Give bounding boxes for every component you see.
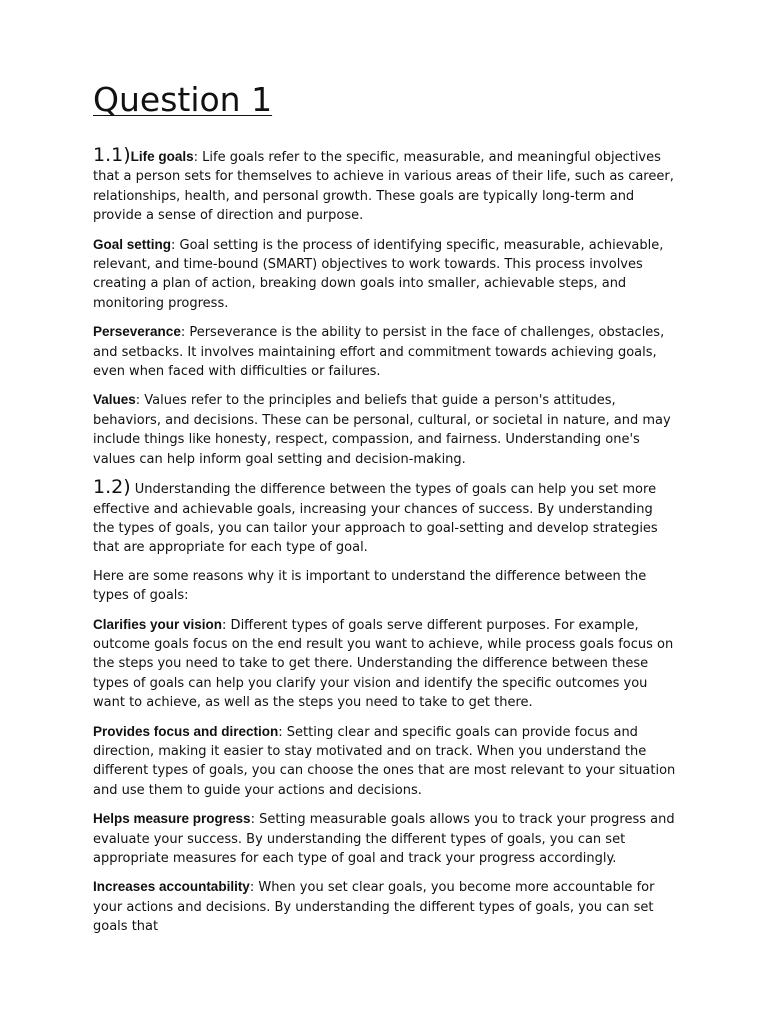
paragraph-values (93, 390, 677, 469)
definition-text: : Perseverance is the ability to persist in the face of challenges, obstacles, and setbacks. It involves maintaining effort and commitment towards achieving goals, even when faced with difficulties or failures. (93, 325, 665, 380)
page-title: Question 1 (93, 80, 273, 119)
body-text: Here are some reasons why it is important to understand the difference between the types of goals: (93, 568, 647, 604)
definition-text: : Life goals refer to the specific, measurable, and meaningful objectives that a person sets for themselves to achieve in various areas of their life, such as career, relationships, health, and personal growth. These goals are typically long-term and provide a sense of direction and purpose. (93, 150, 674, 224)
paragraph-focus-direction (93, 722, 677, 801)
document-page (93, 80, 677, 946)
term-focus-direction: Provides focus and direction (93, 723, 279, 739)
paragraph-accountability (93, 877, 677, 936)
term-goal-setting: Goal setting (93, 236, 172, 252)
definition-text: : Setting measurable goals allows you to track your progress and evaluate your success. By understanding the different types of goals, you can set appropriate measures for each type of goal and track your progress accordingly. (93, 812, 675, 866)
section-number: 1.1) (93, 144, 131, 166)
definition-text: : When you set clear goals, you become more accountable for your actions and decisions. By understanding the different types of goals, you can set goals that (93, 880, 655, 935)
term-measure-progress: Helps measure progress (93, 811, 251, 827)
paragraph-life-goals (93, 146, 677, 226)
definition-text: : Different types of goals serve different purposes. For example, outcome goals focus on the end result you want to achieve, while process goals focus on the steps you need to take to get there. Understanding the difference between these types of goals can help you clarify your vision and identify the specific outcomes you want to achieve, as well as the steps you need to take to get there. (93, 617, 674, 711)
paragraph-perseverance (93, 322, 677, 381)
term-perseverance: Perseverance (93, 324, 181, 340)
term-accountability: Increases accountability (93, 879, 250, 895)
definition-text: : Setting clear and specific goals can provide focus and direction, making it easier to stay motivated and on track. When you understand the different types of goals, you can choose the ones that are most relevant to your situation and use them to guide your actions and decisions. (93, 724, 676, 798)
paragraph-reasons-intro (93, 567, 677, 606)
paragraph-measure-progress (93, 809, 677, 868)
body-text: Understanding the difference between the types of goals can help you set more effective and achievable goals, increasing your chances of success. By understanding the types of goals, you can tailor your approach to goal-setting and develop strategies that are appropriate for each type of goal. (93, 482, 658, 556)
paragraph-clarifies-vision (93, 615, 677, 713)
paragraph-section-1-2 (93, 478, 677, 558)
definition-text: : Values refer to the principles and beliefs that guide a person's attitudes, behaviors, and decisions. These can be personal, cultural, or societal in nature, and may include things like honesty, respect, compassion, and fairness. Understanding one's values can help inform goal setting and decision-making. (93, 393, 671, 467)
definition-text: : Goal setting is the process of identifying specific, measurable, achievable, relevant, and time-bound (SMART) objectives to work towards. This process involves creating a plan of action, breaking down goals into smaller, achievable steps, and monitoring progress. (93, 237, 664, 311)
term-life-goals: Life goals (130, 149, 194, 164)
term-values: Values (93, 392, 136, 408)
section-number: 1.2) (93, 476, 131, 499)
term-clarifies-vision: Clarifies your vision (93, 616, 223, 632)
paragraph-goal-setting (93, 235, 677, 314)
